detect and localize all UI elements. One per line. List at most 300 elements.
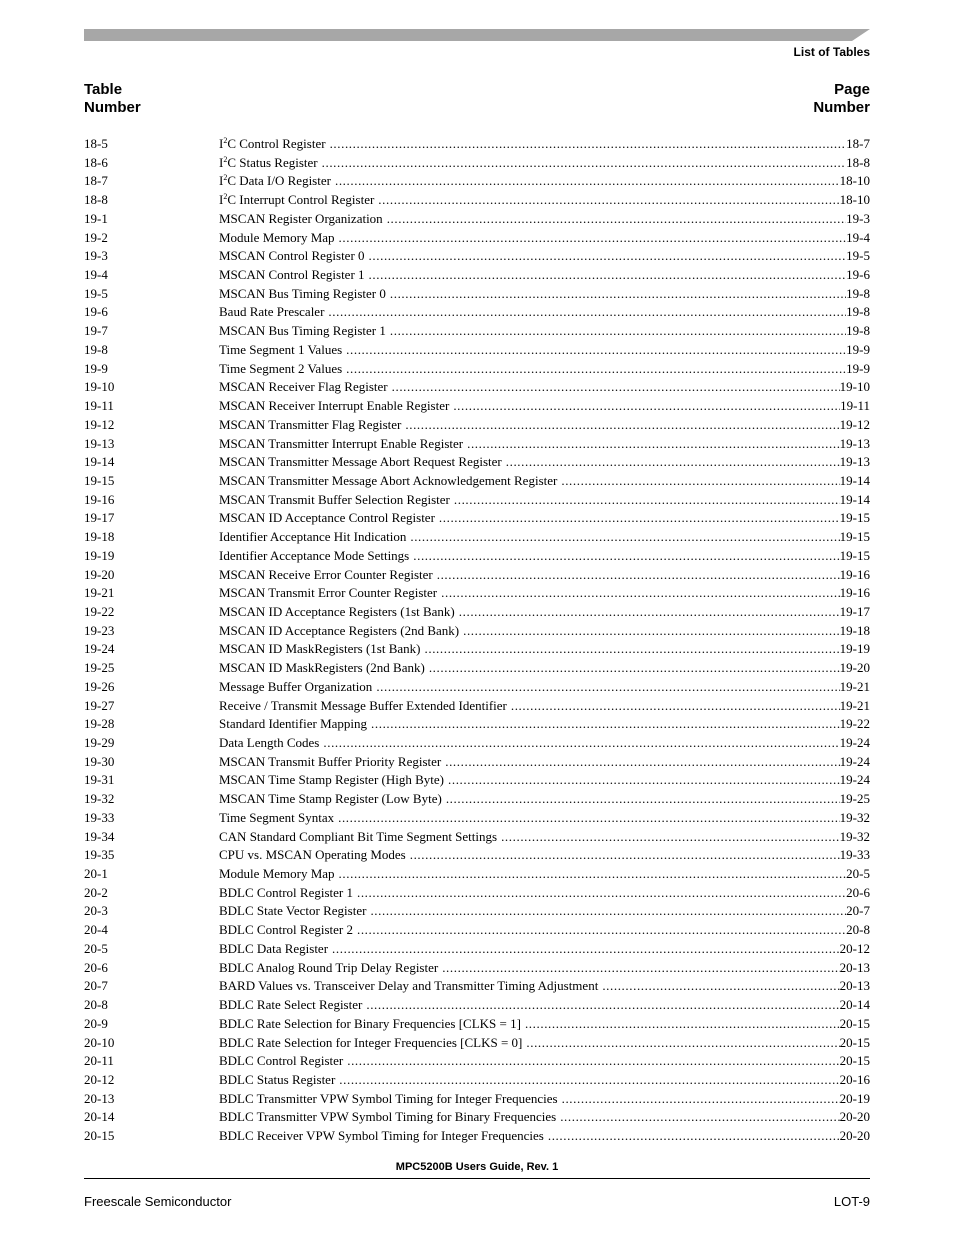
page-number[interactable]: 20-20 xyxy=(839,1128,870,1144)
entry-body xyxy=(219,734,870,753)
table-title[interactable] xyxy=(219,584,441,603)
dot-leader xyxy=(506,453,840,472)
toc-entry[interactable] xyxy=(84,865,870,884)
page-number[interactable]: 19-33 xyxy=(839,847,870,863)
title-text: MSCAN Time Stamp Register (High Byte) xyxy=(219,772,444,788)
entry-body xyxy=(219,828,870,847)
page-number[interactable]: 19-14 xyxy=(839,472,870,488)
toc-entry[interactable] xyxy=(84,266,870,285)
title-text: MSCAN ID MaskRegisters (2nd Bank) xyxy=(219,660,425,676)
page-number[interactable]: 19-32 xyxy=(839,809,870,825)
page-number[interactable]: 19-6 xyxy=(846,267,870,283)
page-number[interactable]: 19-10 xyxy=(839,379,870,395)
table-title[interactable] xyxy=(219,1108,560,1127)
page-number[interactable]: 20-14 xyxy=(839,997,870,1013)
entry-body xyxy=(219,322,870,341)
page-number[interactable]: 18-10 xyxy=(839,192,870,208)
page-number[interactable]: 19-5 xyxy=(846,248,870,264)
entry-body xyxy=(219,865,870,884)
toc-entry[interactable] xyxy=(84,135,870,154)
toc-entry[interactable] xyxy=(84,341,870,360)
table-number: 19-34 xyxy=(84,828,115,844)
table-number: 19-18 xyxy=(84,529,115,545)
toc-entry[interactable] xyxy=(84,1015,870,1034)
title-text: CPU vs. MSCAN Operating Modes xyxy=(219,847,406,863)
page-number[interactable]: 20-7 xyxy=(846,903,870,919)
table-title[interactable] xyxy=(219,884,357,903)
table-title[interactable] xyxy=(219,809,338,828)
entry-body xyxy=(219,491,870,510)
entry-body xyxy=(219,154,870,173)
table-number: 20-4 xyxy=(84,922,108,938)
page-number[interactable]: 19-24 xyxy=(839,772,870,788)
page-number[interactable]: 19-32 xyxy=(839,828,870,844)
title-text: BDLC Receiver VPW Symbol Timing for Integer Frequencies xyxy=(219,1128,544,1144)
table-title[interactable] xyxy=(219,303,328,322)
table-title[interactable] xyxy=(219,210,387,229)
page-number-heading-line1: Page xyxy=(834,81,870,98)
entry-body xyxy=(219,435,870,454)
dot-leader xyxy=(357,921,846,940)
page-number[interactable]: 20-12 xyxy=(839,940,870,956)
toc-entry[interactable] xyxy=(84,678,870,697)
toc-entry[interactable] xyxy=(84,603,870,622)
entry-body xyxy=(219,397,870,416)
table-title[interactable] xyxy=(219,322,390,341)
table-number: 19-17 xyxy=(84,510,115,526)
table-title[interactable] xyxy=(219,977,602,996)
page-number[interactable]: 20-15 xyxy=(839,1053,870,1069)
dot-leader xyxy=(425,640,840,659)
table-number: 18-5 xyxy=(84,136,108,151)
entry-body xyxy=(219,640,870,659)
table-title[interactable] xyxy=(219,828,501,847)
toc-entry[interactable] xyxy=(84,453,870,472)
toc-entry[interactable] xyxy=(84,528,870,547)
dot-leader xyxy=(561,472,839,491)
toc-entry[interactable] xyxy=(84,360,870,379)
toc-entry[interactable] xyxy=(84,1090,870,1109)
table-title[interactable] xyxy=(219,921,357,940)
page-number[interactable]: 20-13 xyxy=(839,978,870,994)
dot-leader xyxy=(392,378,840,397)
title-prefix: I xyxy=(219,136,224,151)
dot-leader xyxy=(602,977,839,996)
table-title[interactable] xyxy=(219,378,392,397)
table-number: 20-6 xyxy=(84,959,108,975)
toc-entry[interactable] xyxy=(84,921,870,940)
table-title[interactable] xyxy=(219,154,322,173)
page-number[interactable]: 19-15 xyxy=(839,510,870,526)
toc-entry[interactable] xyxy=(84,753,870,772)
table-title[interactable] xyxy=(219,1071,339,1090)
dot-leader xyxy=(446,790,840,809)
table-title[interactable] xyxy=(219,996,366,1015)
toc-entry[interactable] xyxy=(84,416,870,435)
title-text: Baud Rate Prescaler xyxy=(219,304,325,320)
title-text: Message Buffer Organization xyxy=(219,678,373,694)
entry-body xyxy=(219,659,870,678)
table-title[interactable] xyxy=(219,1034,526,1053)
list-of-tables xyxy=(84,135,870,1146)
toc-entry[interactable] xyxy=(84,1108,870,1127)
dot-leader xyxy=(390,322,846,341)
dot-leader xyxy=(501,828,840,847)
table-number: 19-4 xyxy=(84,267,108,283)
title-text: BDLC Control Register xyxy=(219,1053,344,1069)
toc-entry[interactable] xyxy=(84,771,870,790)
toc-entry[interactable] xyxy=(84,959,870,978)
page-number[interactable]: 19-15 xyxy=(839,547,870,563)
entry-body xyxy=(219,715,870,734)
title-text: MSCAN Receiver Flag Register xyxy=(219,379,388,395)
table-title[interactable] xyxy=(219,509,439,528)
table-number: 19-5 xyxy=(84,285,108,301)
entry-body xyxy=(219,135,870,154)
title-text: MSCAN Transmit Buffer Priority Register xyxy=(219,753,442,769)
page-number[interactable]: 19-22 xyxy=(839,716,870,732)
page-number[interactable]: 19-25 xyxy=(839,791,870,807)
toc-entry[interactable] xyxy=(84,1034,870,1053)
table-number: 19-9 xyxy=(84,360,108,376)
toc-entry[interactable] xyxy=(84,828,870,847)
table-title[interactable] xyxy=(219,266,369,285)
toc-entry[interactable] xyxy=(84,285,870,304)
toc-entry[interactable] xyxy=(84,659,870,678)
document-title: MPC5200B Users Guide, Rev. 1 xyxy=(395,1161,559,1173)
running-header: List of Tables xyxy=(793,45,870,59)
page-number[interactable]: 19-9 xyxy=(846,360,870,376)
table-number: 20-8 xyxy=(84,997,108,1013)
toc-entry[interactable] xyxy=(84,172,870,191)
table-number: 20-15 xyxy=(84,1128,115,1144)
table-number-heading xyxy=(84,81,141,117)
table-title[interactable] xyxy=(219,603,459,622)
page-number[interactable]: 19-19 xyxy=(839,641,870,657)
table-title[interactable] xyxy=(219,547,413,566)
title-superscript: 2 xyxy=(223,173,228,183)
entry-body xyxy=(219,771,870,790)
title-text: BDLC Rate Select Register xyxy=(219,997,363,1013)
title-text: Module Memory Map xyxy=(219,866,335,882)
page-number[interactable]: 19-16 xyxy=(839,566,870,582)
table-title[interactable] xyxy=(219,229,339,248)
dot-leader xyxy=(413,547,839,566)
table-number: 19-14 xyxy=(84,454,115,470)
page-number[interactable]: 19-15 xyxy=(839,529,870,545)
toc-entry[interactable] xyxy=(84,809,870,828)
page-number[interactable]: 18-8 xyxy=(846,154,870,170)
toc-entry[interactable] xyxy=(84,902,870,921)
table-number: 20-12 xyxy=(84,1071,115,1087)
entry-body xyxy=(219,678,870,697)
entry-body xyxy=(219,172,870,191)
entry-body xyxy=(219,846,870,865)
table-title[interactable] xyxy=(219,622,463,641)
table-title[interactable] xyxy=(219,715,371,734)
dot-leader xyxy=(347,1052,839,1071)
entry-body xyxy=(219,210,870,229)
entry-body xyxy=(219,809,870,828)
dot-leader xyxy=(378,191,839,210)
toc-entry[interactable] xyxy=(84,397,870,416)
table-title[interactable] xyxy=(219,753,445,772)
toc-entry[interactable] xyxy=(84,697,870,716)
page-number[interactable]: 20-6 xyxy=(846,884,870,900)
dot-leader xyxy=(463,622,840,641)
table-title[interactable] xyxy=(219,528,410,547)
entry-body xyxy=(219,528,870,547)
dot-leader xyxy=(370,902,846,921)
table-title[interactable] xyxy=(219,640,425,659)
table-title[interactable] xyxy=(219,341,346,360)
table-title[interactable] xyxy=(219,902,370,921)
entry-body xyxy=(219,566,870,585)
toc-entry[interactable] xyxy=(84,884,870,903)
title-text: MSCAN Transmit Error Counter Register xyxy=(219,585,438,601)
toc-entry[interactable] xyxy=(84,622,870,641)
table-title[interactable] xyxy=(219,172,335,191)
title-superscript: 2 xyxy=(223,154,228,164)
dot-leader xyxy=(323,734,839,753)
table-title[interactable] xyxy=(219,416,405,435)
table-title[interactable] xyxy=(219,771,448,790)
toc-entry[interactable] xyxy=(84,154,870,173)
entry-body xyxy=(219,547,870,566)
table-number: 20-11 xyxy=(84,1053,114,1069)
table-title[interactable] xyxy=(219,1052,347,1071)
page-number[interactable]: 19-20 xyxy=(839,660,870,676)
toc-entry[interactable] xyxy=(84,191,870,210)
title-text: C Data I/O Register xyxy=(227,173,331,189)
dot-leader xyxy=(410,846,840,865)
toc-entry[interactable] xyxy=(84,547,870,566)
entry-body xyxy=(219,1108,870,1127)
table-title[interactable] xyxy=(219,790,446,809)
table-title[interactable] xyxy=(219,865,339,884)
toc-entry[interactable] xyxy=(84,491,870,510)
dot-leader xyxy=(459,603,840,622)
table-number: 19-21 xyxy=(84,585,115,601)
header-decor-bar xyxy=(84,29,870,41)
page-number[interactable]: 19-9 xyxy=(846,341,870,357)
entry-body xyxy=(219,1034,870,1053)
toc-entry[interactable] xyxy=(84,229,870,248)
title-text: MSCAN Transmit Buffer Selection Register xyxy=(219,491,450,507)
page-number[interactable]: 20-15 xyxy=(839,1034,870,1050)
table-title[interactable] xyxy=(219,734,323,753)
table-title[interactable] xyxy=(219,697,511,716)
page-number[interactable]: 19-24 xyxy=(839,735,870,750)
entry-body xyxy=(219,191,870,210)
toc-entry[interactable] xyxy=(84,584,870,603)
table-title[interactable] xyxy=(219,846,410,865)
table-title[interactable] xyxy=(219,397,453,416)
page-number[interactable]: 19-3 xyxy=(846,210,870,226)
page-number-heading-line2: Number xyxy=(813,99,870,116)
table-title[interactable] xyxy=(219,659,429,678)
title-superscript: 2 xyxy=(223,192,228,202)
dot-leader xyxy=(369,266,847,285)
entry-body xyxy=(219,753,870,772)
table-number: 19-22 xyxy=(84,603,115,619)
dot-leader xyxy=(390,285,846,304)
dot-leader xyxy=(445,753,839,772)
title-text: Receive / Transmit Message Buffer Extended Identifier xyxy=(219,697,507,713)
table-title[interactable] xyxy=(219,472,561,491)
page-number[interactable]: 18-10 xyxy=(839,173,870,189)
entry-body xyxy=(219,1090,870,1109)
page-number[interactable]: 20-20 xyxy=(839,1109,870,1125)
title-text: MSCAN Register Organization xyxy=(219,210,383,226)
table-number: 19-13 xyxy=(84,435,115,451)
table-number: 20-2 xyxy=(84,884,108,900)
page-number[interactable]: 20-13 xyxy=(839,959,870,975)
page-number[interactable]: 20-5 xyxy=(846,866,870,882)
table-number: 19-10 xyxy=(84,379,115,395)
table-title[interactable] xyxy=(219,453,506,472)
table-title[interactable] xyxy=(219,678,376,697)
table-number: 20-7 xyxy=(84,978,108,994)
table-number: 18-8 xyxy=(84,192,108,208)
title-text: C Control Register xyxy=(227,136,326,151)
table-title[interactable] xyxy=(219,1015,525,1034)
toc-entry[interactable] xyxy=(84,846,870,865)
dot-leader xyxy=(338,809,840,828)
dot-leader xyxy=(371,715,840,734)
table-number: 19-32 xyxy=(84,791,115,807)
table-title[interactable] xyxy=(219,1090,562,1109)
title-text: BDLC Analog Round Trip Delay Register xyxy=(219,959,439,975)
entry-body xyxy=(219,266,870,285)
table-number: 20-14 xyxy=(84,1109,115,1125)
toc-entry[interactable] xyxy=(84,247,870,266)
table-number: 19-7 xyxy=(84,323,108,339)
table-number: 18-6 xyxy=(84,154,108,170)
table-number: 19-8 xyxy=(84,341,108,357)
page-number[interactable]: 19-8 xyxy=(846,323,870,339)
title-text: BDLC Transmitter VPW Symbol Timing for Binary Frequencies xyxy=(219,1109,557,1125)
toc-entry[interactable] xyxy=(84,435,870,454)
toc-entry[interactable] xyxy=(84,472,870,491)
page-number[interactable]: 20-19 xyxy=(839,1090,870,1106)
table-number: 19-26 xyxy=(84,678,115,694)
dot-leader xyxy=(369,247,847,266)
page-number[interactable]: 19-21 xyxy=(839,697,870,713)
page-number[interactable]: 20-16 xyxy=(839,1071,870,1087)
dot-leader xyxy=(405,416,839,435)
table-title[interactable] xyxy=(219,285,390,304)
table-title[interactable] xyxy=(219,435,467,454)
title-text: MSCAN ID MaskRegisters (1st Bank) xyxy=(219,641,421,657)
table-title[interactable] xyxy=(219,566,437,585)
title-text: BDLC Rate Selection for Binary Frequencies [CLKS = 1] xyxy=(219,1015,521,1031)
page-number[interactable]: 19-16 xyxy=(839,585,870,601)
toc-entry[interactable] xyxy=(84,1127,870,1146)
dot-leader xyxy=(467,435,840,454)
entry-body xyxy=(219,902,870,921)
dot-leader xyxy=(511,697,840,716)
dot-leader xyxy=(332,940,840,959)
page-number[interactable]: 19-24 xyxy=(839,753,870,769)
page-number[interactable]: 18-7 xyxy=(846,136,870,151)
entry-body xyxy=(219,1052,870,1071)
toc-entry[interactable] xyxy=(84,566,870,585)
entry-body xyxy=(219,1127,870,1146)
dot-leader xyxy=(330,135,847,154)
title-text: BDLC Transmitter VPW Symbol Timing for Integer Frequencies xyxy=(219,1090,558,1106)
dot-leader xyxy=(357,884,846,903)
toc-entry[interactable] xyxy=(84,509,870,528)
table-title[interactable] xyxy=(219,191,378,210)
page-number[interactable]: 19-13 xyxy=(839,454,870,470)
toc-entry[interactable] xyxy=(84,378,870,397)
entry-body xyxy=(219,697,870,716)
title-text: MSCAN Transmitter Message Abort Request Register xyxy=(219,454,502,470)
title-text: Standard Identifier Mapping xyxy=(219,716,368,732)
toc-entry[interactable] xyxy=(84,640,870,659)
table-number: 19-31 xyxy=(84,772,115,788)
toc-entry[interactable] xyxy=(84,715,870,734)
page-number[interactable]: 20-15 xyxy=(839,1015,870,1031)
table-title[interactable] xyxy=(219,1127,548,1146)
table-number: 20-9 xyxy=(84,1015,108,1031)
toc-entry[interactable] xyxy=(84,322,870,341)
table-title[interactable] xyxy=(219,247,369,266)
page-number[interactable]: 19-17 xyxy=(839,603,870,619)
page-number[interactable]: 19-8 xyxy=(846,304,870,320)
page-number[interactable]: 20-8 xyxy=(846,922,870,938)
page-number[interactable]: 19-4 xyxy=(846,229,870,245)
page-number[interactable]: 19-11 xyxy=(840,398,870,414)
toc-entry[interactable] xyxy=(84,790,870,809)
toc-entry[interactable] xyxy=(84,734,870,753)
toc-entry[interactable] xyxy=(84,210,870,229)
page-number[interactable]: 19-8 xyxy=(846,285,870,301)
toc-entry[interactable] xyxy=(84,303,870,322)
company-name: Freescale Semiconductor xyxy=(84,1194,232,1209)
table-title[interactable] xyxy=(219,959,442,978)
dot-leader xyxy=(453,397,840,416)
toc-entry[interactable] xyxy=(84,1071,870,1090)
page-number[interactable]: 19-12 xyxy=(839,416,870,432)
toc-entry[interactable] xyxy=(84,940,870,959)
toc-entry[interactable] xyxy=(84,977,870,996)
page-number[interactable]: 19-14 xyxy=(839,491,870,507)
page-number[interactable]: 19-18 xyxy=(839,622,870,638)
title-text: Identifier Acceptance Mode Settings xyxy=(219,547,410,563)
entry-body xyxy=(219,472,870,491)
entry-body xyxy=(219,1015,870,1034)
table-number: 19-16 xyxy=(84,491,115,507)
table-title[interactable] xyxy=(219,940,332,959)
table-title[interactable] xyxy=(219,135,330,154)
table-title[interactable] xyxy=(219,491,454,510)
table-title[interactable] xyxy=(219,360,346,379)
entry-body xyxy=(219,996,870,1015)
dot-leader xyxy=(442,959,839,978)
page-number[interactable]: 19-13 xyxy=(839,435,870,451)
entry-body xyxy=(219,360,870,379)
table-number: 20-3 xyxy=(84,903,108,919)
page-number[interactable]: 19-21 xyxy=(839,678,870,694)
dot-leader xyxy=(339,229,847,248)
table-number: 20-13 xyxy=(84,1090,115,1106)
dot-leader xyxy=(562,1090,840,1109)
toc-entry[interactable] xyxy=(84,996,870,1015)
toc-entry[interactable] xyxy=(84,1052,870,1071)
dot-leader xyxy=(429,659,840,678)
